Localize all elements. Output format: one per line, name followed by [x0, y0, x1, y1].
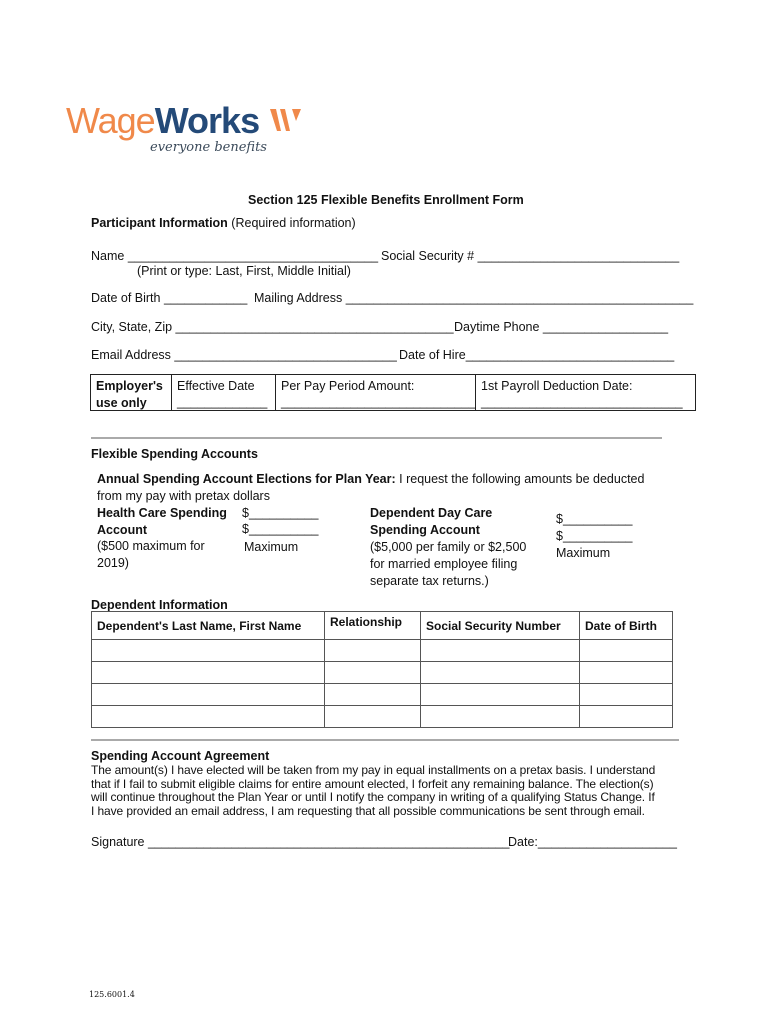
- date-of-hire-field[interactable]: Date of Hire______________________________: [399, 348, 675, 362]
- employer-label-line-2: use only: [96, 396, 147, 410]
- mailing-address-field[interactable]: Mailing Address __________________________________________________: [254, 291, 694, 305]
- name-field[interactable]: Name ____________________________________: [91, 249, 379, 263]
- dependent-table: [91, 611, 673, 728]
- hc-amount-field-2[interactable]: $__________: [242, 522, 319, 536]
- city-state-zip-field[interactable]: City, State, Zip ________________________________________: [91, 320, 454, 334]
- name-hint: (Print or type: Last, First, Middle Initial): [137, 264, 351, 278]
- table-cell[interactable]: [325, 640, 421, 662]
- annual-elections-line-2: from my pay with pretax dollars: [97, 489, 270, 503]
- logo-tagline: everyone benefits: [150, 140, 267, 155]
- form-title: Section 125 Flexible Benefits Enrollment Form: [248, 193, 524, 207]
- table-cell[interactable]: [92, 640, 325, 662]
- hc-account-note: [97, 538, 205, 572]
- divider: [91, 739, 679, 741]
- dependent-heading: Dependent Information: [91, 598, 228, 612]
- table-cell[interactable]: [421, 640, 580, 662]
- effective-date-line: _____________: [177, 395, 268, 409]
- first-payroll-cell[interactable]: [476, 375, 695, 410]
- table-row: [92, 684, 673, 706]
- annual-elections-rest: I request the following amounts be deducted: [395, 472, 645, 486]
- logo-wage-text: Wage: [66, 100, 155, 141]
- hc-note-line-2: 2019): [97, 556, 129, 570]
- per-pay-period-line: ____________________________: [281, 395, 476, 409]
- form-code: 125.6001.4: [89, 990, 135, 999]
- per-pay-period-cell[interactable]: [276, 375, 476, 410]
- divider: [91, 437, 662, 439]
- col-relationship: Relationship: [325, 612, 421, 640]
- ssn-field[interactable]: Social Security # _____________________________: [381, 249, 680, 263]
- hc-account-label: [97, 505, 227, 539]
- dc-label-line-2: Spending Account: [370, 523, 480, 537]
- employer-use-box: [90, 374, 696, 411]
- participant-heading-row: [91, 216, 356, 230]
- table-cell[interactable]: [580, 640, 673, 662]
- col-dob: Date of Birth: [580, 612, 673, 640]
- hc-maximum-label: Maximum: [244, 540, 299, 554]
- dc-amount-field-1[interactable]: $__________: [556, 512, 633, 526]
- email-address-field[interactable]: Email Address ________________________________: [91, 348, 397, 362]
- table-cell[interactable]: [92, 662, 325, 684]
- fsa-heading: Flexible Spending Accounts: [91, 447, 258, 461]
- dc-note-line-3: separate tax returns.): [370, 574, 489, 588]
- dc-note-line-1: ($5,000 per family or $2,500: [370, 540, 527, 554]
- logo-w-mark-icon: [268, 105, 304, 135]
- table-cell[interactable]: [325, 662, 421, 684]
- agreement-line-2: that if I fail to submit eligible claims for entire amount elected, I forfeit any remaining balance. The election(s): [91, 776, 654, 791]
- agreement-text: [91, 764, 691, 818]
- col-ssn: Social Security Number: [421, 612, 580, 640]
- table-cell[interactable]: [580, 684, 673, 706]
- dc-label-line-1: Dependent Day Care: [370, 506, 493, 520]
- signature-field[interactable]: Signature ____________________________________________________: [91, 835, 510, 849]
- table-cell[interactable]: [580, 662, 673, 684]
- agreement-line-1: The amount(s) I have elected will be taken from my pay in equal installments on a pretax basis. I understand: [91, 763, 656, 777]
- table-cell[interactable]: [580, 706, 673, 728]
- date-field[interactable]: Date:____________________: [508, 835, 677, 849]
- employer-label-line-1: Employer's: [96, 379, 163, 393]
- first-payroll-label: 1st Payroll Deduction Date:: [481, 379, 633, 393]
- hc-note-line-1: ($500 maximum for: [97, 539, 205, 553]
- annual-elections-bold: Annual Spending Account Elections for Plan Year:: [97, 472, 396, 486]
- hc-amount-field-1[interactable]: $__________: [242, 506, 319, 520]
- wageworks-logo: [66, 100, 304, 155]
- effective-date-cell[interactable]: [172, 375, 276, 410]
- first-payroll-line: _____________________________: [481, 395, 683, 409]
- dependent-table-header: [92, 612, 673, 640]
- daytime-phone-field[interactable]: Daytime Phone __________________: [454, 320, 669, 334]
- dc-account-note: [370, 539, 526, 590]
- table-cell[interactable]: [325, 706, 421, 728]
- agreement-line-4: I have provided an email address, I am requesting that all possible communications be sent through email.: [91, 803, 645, 818]
- table-cell[interactable]: [92, 706, 325, 728]
- dc-note-line-2: for married employee filing: [370, 557, 518, 571]
- table-cell[interactable]: [92, 684, 325, 706]
- table-cell[interactable]: [421, 684, 580, 706]
- table-row: [92, 640, 673, 662]
- employer-use-label: [91, 375, 172, 410]
- table-cell[interactable]: [325, 684, 421, 706]
- table-cell[interactable]: [421, 662, 580, 684]
- dc-maximum-label: Maximum: [556, 546, 611, 560]
- per-pay-period-label: Per Pay Period Amount:: [281, 379, 415, 393]
- table-row: [92, 706, 673, 728]
- effective-date-label: Effective Date: [177, 379, 255, 393]
- logo-works-text: Works: [154, 100, 260, 141]
- col-dependent-name: Dependent's Last Name, First Name: [92, 612, 325, 640]
- agreement-heading: Spending Account Agreement: [91, 749, 270, 763]
- annual-elections-text: [97, 472, 644, 486]
- dc-account-label: [370, 505, 492, 539]
- participant-note: (Required information): [227, 216, 356, 230]
- participant-heading: Participant Information: [91, 216, 228, 230]
- table-row: [92, 662, 673, 684]
- dc-amount-field-2[interactable]: $__________: [556, 529, 633, 543]
- hc-label-line-1: Health Care Spending: [97, 506, 227, 520]
- table-cell[interactable]: [421, 706, 580, 728]
- dob-field[interactable]: Date of Birth ____________: [91, 291, 248, 305]
- agreement-line-3: will continue throughout the Plan Year or until I notify the company in writing of a qualifying Status Change. If: [91, 790, 655, 804]
- hc-label-line-2: Account: [97, 523, 147, 537]
